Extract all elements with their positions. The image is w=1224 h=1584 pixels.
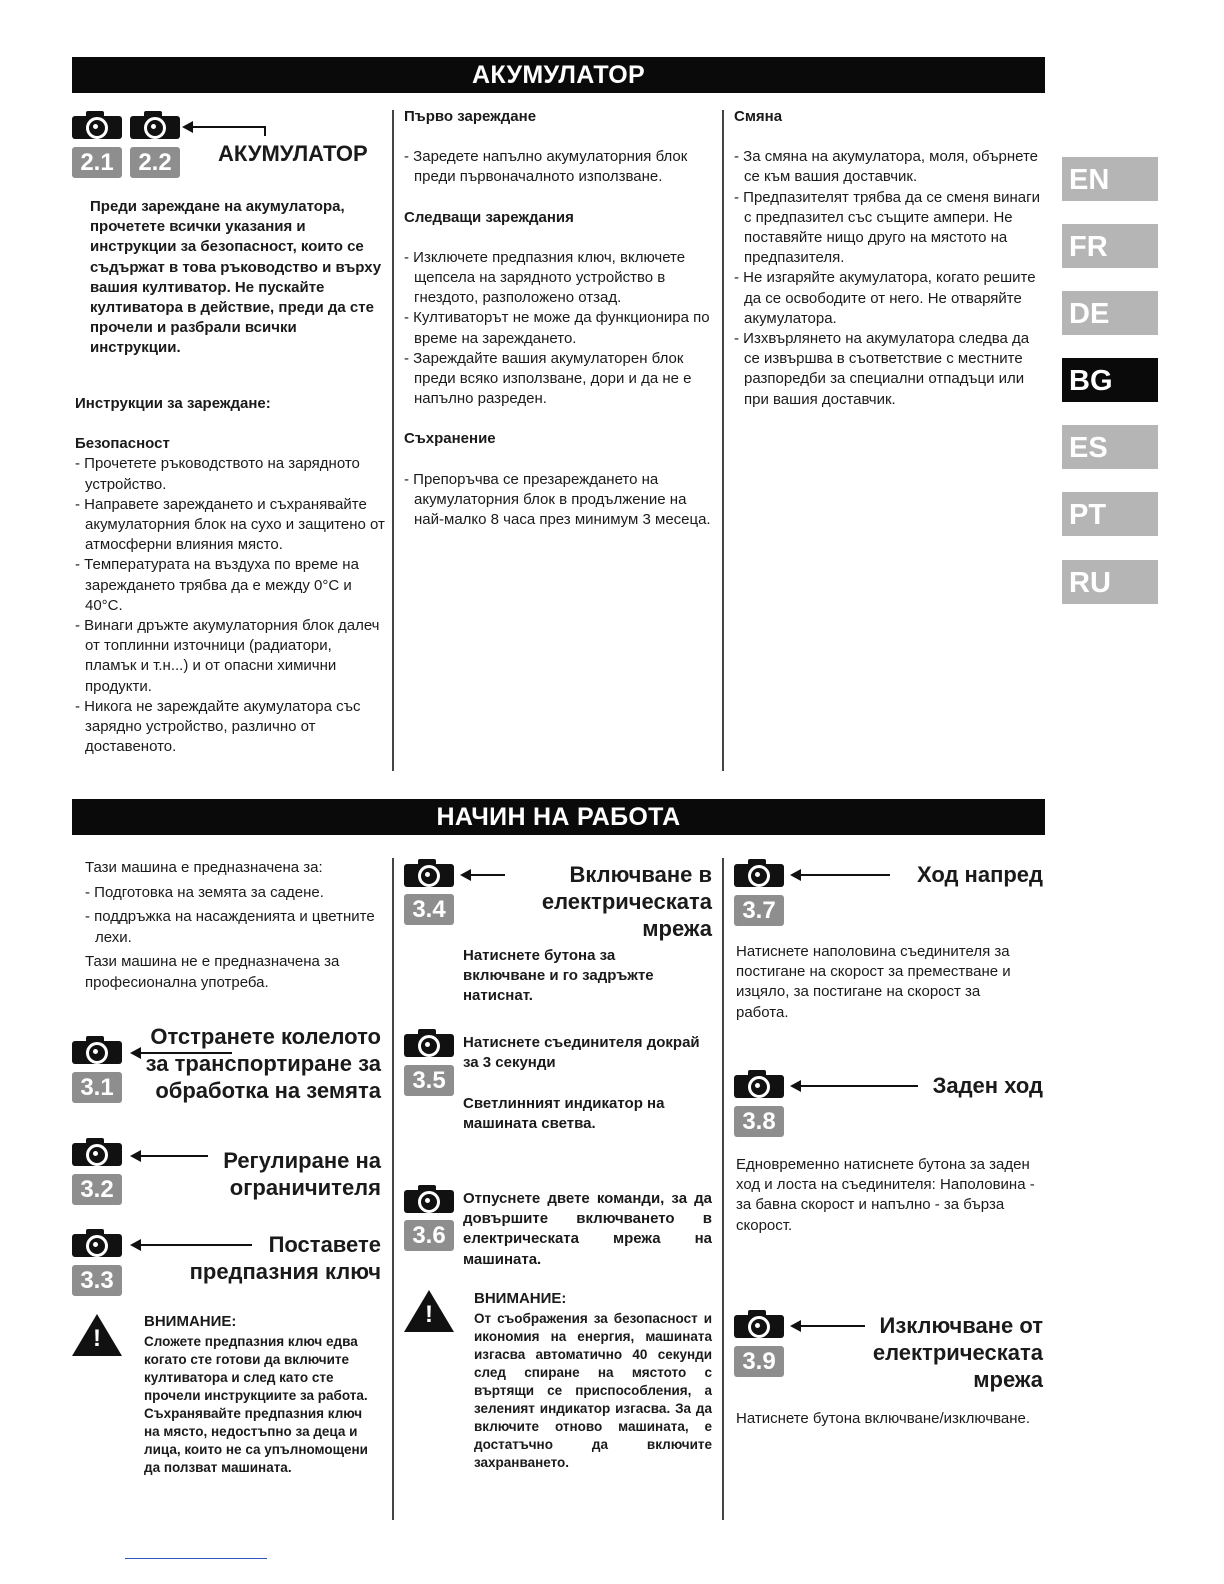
camera-icon <box>404 859 454 892</box>
lang-tab-bg[interactable]: BG <box>1062 358 1158 402</box>
list-item: - Изключете предпазния ключ, включете щепсела на зарядното устройство в гнездото, разположено отзад. <box>404 248 712 309</box>
divider <box>392 110 394 771</box>
step-3-4-text: Натиснете бутона за включване и го задръжте натиснат. <box>463 947 654 1005</box>
camera-icon <box>404 1029 454 1062</box>
first-charge-heading: Първо зареждане <box>404 108 537 125</box>
camera-icon <box>734 1070 784 1103</box>
lang-tab-ru[interactable]: RU <box>1062 560 1158 604</box>
step-3-8-title: Заден ход <box>932 1073 1043 1098</box>
lang-tab-pt[interactable]: PT <box>1062 492 1158 536</box>
arrow-left-icon <box>470 874 505 876</box>
warning-text: Сложете предпазния ключ едва когато сте готови да включите култиватора и след като сте прочели инструкциите за работа. Съхранявайте предпазния ключ на място, недостъпно за деца и лица, които не са упълномощени да ползват машината. <box>144 1334 368 1475</box>
arrow-left-icon <box>800 1085 918 1087</box>
step-3-7-title: Ход напред <box>916 862 1043 887</box>
figure-number: 2.2 <box>130 147 180 178</box>
step-3-2-title: Регулиране на ограничителя <box>223 1148 381 1200</box>
camera-icon <box>404 1185 454 1218</box>
safety-list <box>75 454 385 757</box>
figure-number: 3.5 <box>404 1065 454 1096</box>
battery-intro: Преди зареждане на акумулатора, прочетете всички указания и инструкции за безопасност, които се съдържат в това ръководство и върху вашия култиватор. Не пускайте култиватора в действие, преди да сте прочели и разбрали всички инструкции. <box>90 198 382 357</box>
camera-icon <box>734 859 784 892</box>
step-3-6-text: Отпуснете двете команди, за да довършите включването в електрическата мрежа на машината. <box>463 1190 712 1268</box>
warning-icon: ! <box>72 1314 122 1356</box>
step-3-1-title: Отстранете колелото за транспортиране за обработка на земята <box>145 1024 381 1103</box>
figure-number: 3.9 <box>734 1346 784 1377</box>
charging-heading: Инструкции за зареждане: <box>75 395 271 412</box>
list-item: - Не изгаряйте акумулатора, когато решите да се освободите от него. Не отваряйте акумулатора. <box>734 268 1048 329</box>
figure-number: 3.7 <box>734 895 784 926</box>
battery-title: АКУМУЛАТОР <box>218 141 368 166</box>
figure-number: 3.4 <box>404 894 454 925</box>
list-item: - Препоръчва се презареждането на акумулаторния блок в продължение на най-малко 8 часа през минимум 3 месеца. <box>404 470 712 531</box>
arrow-left-icon <box>192 126 266 128</box>
camera-icon <box>72 111 122 144</box>
storage-heading: Съхранение <box>404 430 496 448</box>
lang-tab-en[interactable]: EN <box>1062 157 1158 201</box>
step-3-7-text: Натиснете наполовина съединителя за постигане на скорост за преместване и изцяло, за постигане на скорост за работа. <box>736 943 1011 1021</box>
list-item: - Винаги дръжте акумулаторния блок далеч от топлинни източници (радиатори, пламък и т.н...) и от опасни химични продукти. <box>75 616 385 697</box>
list-item: - Прочетете ръководството на зарядното устройство. <box>75 454 385 494</box>
storage-list <box>404 470 712 531</box>
figure-number: 2.1 <box>72 147 122 178</box>
operation-banner: НАЧИН НА РАБОТА <box>72 799 1045 835</box>
safety-heading: Безопасност <box>75 435 170 453</box>
figure-number: 3.8 <box>734 1106 784 1137</box>
divider <box>722 110 724 771</box>
replacement-heading: Смяна <box>734 108 783 125</box>
list-item: - Изхвърлянето на акумулатора следва да се извършва в съответствие с местните разпоредби за специални отпадъци или при вашия доставчик. <box>734 329 1048 410</box>
list-item: - Заредете напълно акумулаторния блок преди първоначалното използване. <box>404 147 712 187</box>
next-charges-list <box>404 248 712 410</box>
list-item: - поддръжка на насажденията и цветните лехи. <box>85 907 380 948</box>
step-3-4-title: Включване в електрическата мрежа <box>541 862 712 941</box>
step-3-8-text: Едновременно натиснете бутона за заден ход и лоста на съединителя: Наполовина - за бавна скорост и напълно - за бърза скорост. <box>736 1156 1035 1234</box>
divider <box>722 858 724 1520</box>
warning-heading: ВНИМАНИЕ: <box>144 1313 237 1330</box>
arrow-left-icon <box>800 874 890 876</box>
step-3-3-title: Поставете предпазния ключ <box>189 1232 381 1284</box>
list-item: - За смяна на акумулатора, моля, обърнете се към вашия доставчик. <box>734 147 1048 187</box>
list-item: - Никога не зареждайте акумулатора със зарядно устройство, различно от доставеното. <box>75 697 385 758</box>
uses-list <box>85 883 380 949</box>
first-charge-list <box>404 147 712 187</box>
replacement-list <box>734 147 1048 410</box>
list-item: - Култиваторът не може да функционира по време на зареждането. <box>404 308 712 348</box>
list-item: - Направете зареждането и съхранявайте акумулаторния блок на сухо и защитено от атмосферни влияния място. <box>75 495 385 556</box>
list-item: - Зареждайте вашия акумулаторен блок преди всяко използване, дори и да не е напълно разреден. <box>404 349 712 410</box>
camera-icon <box>130 111 180 144</box>
figure-number: 3.2 <box>72 1174 122 1205</box>
not-professional: Тази машина не е предназначена за професионална употреба. <box>85 953 340 991</box>
step-3-5-text: Натиснете съединителя докрай за 3 секунди <box>463 1034 700 1072</box>
lang-tab-fr[interactable]: FR <box>1062 224 1158 268</box>
step-3-5-indicator-text: Светлинният индикатор на машината светва. <box>463 1095 665 1133</box>
step-3-9-title: Изключване от електрическата мрежа <box>872 1313 1043 1392</box>
warning-icon: ! <box>404 1290 454 1332</box>
arrow-left-icon <box>140 1155 208 1157</box>
list-item: - Температурата на въздуха по време на зареждането трябва да е между 0°C и 40°C. <box>75 555 385 616</box>
camera-icon <box>72 1036 122 1069</box>
camera-icon <box>72 1229 122 1262</box>
footer-rule <box>125 1558 267 1559</box>
list-item: - Предпазителят трябва да се сменя винаги с предпазител със същите ампери. Не поставяйте нищо друго на мястото на предпазителя. <box>734 188 1048 269</box>
divider <box>392 858 394 1520</box>
next-charges-heading: Следващи зареждания <box>404 208 574 226</box>
figure-number: 3.1 <box>72 1072 122 1103</box>
list-item: - Подготовка на земята за садене. <box>85 883 380 904</box>
lang-tab-de[interactable]: DE <box>1062 291 1158 335</box>
camera-icon <box>72 1138 122 1171</box>
battery-banner: АКУМУЛАТОР <box>72 57 1045 93</box>
warning-text: От съображения за безопасност и икономия на енергия, машината изгасва автоматично 40 секунди след спиране на мястото с въртящи се приспособления, а зеленият индикатор изгасва. За да включите отново машината, е достатъчно да включите захранването. <box>474 1311 712 1470</box>
arrow-tail <box>264 126 266 136</box>
figure-number: 3.6 <box>404 1220 454 1251</box>
camera-icon <box>734 1310 784 1343</box>
warning-heading: ВНИМАНИЕ: <box>474 1290 567 1307</box>
figure-number: 3.3 <box>72 1265 122 1296</box>
step-3-9-text: Натиснете бутона включване/изключване. <box>736 1410 1031 1427</box>
intended-for: Тази машина е предназначена за: <box>85 859 323 876</box>
lang-tab-es[interactable]: ES <box>1062 425 1158 469</box>
